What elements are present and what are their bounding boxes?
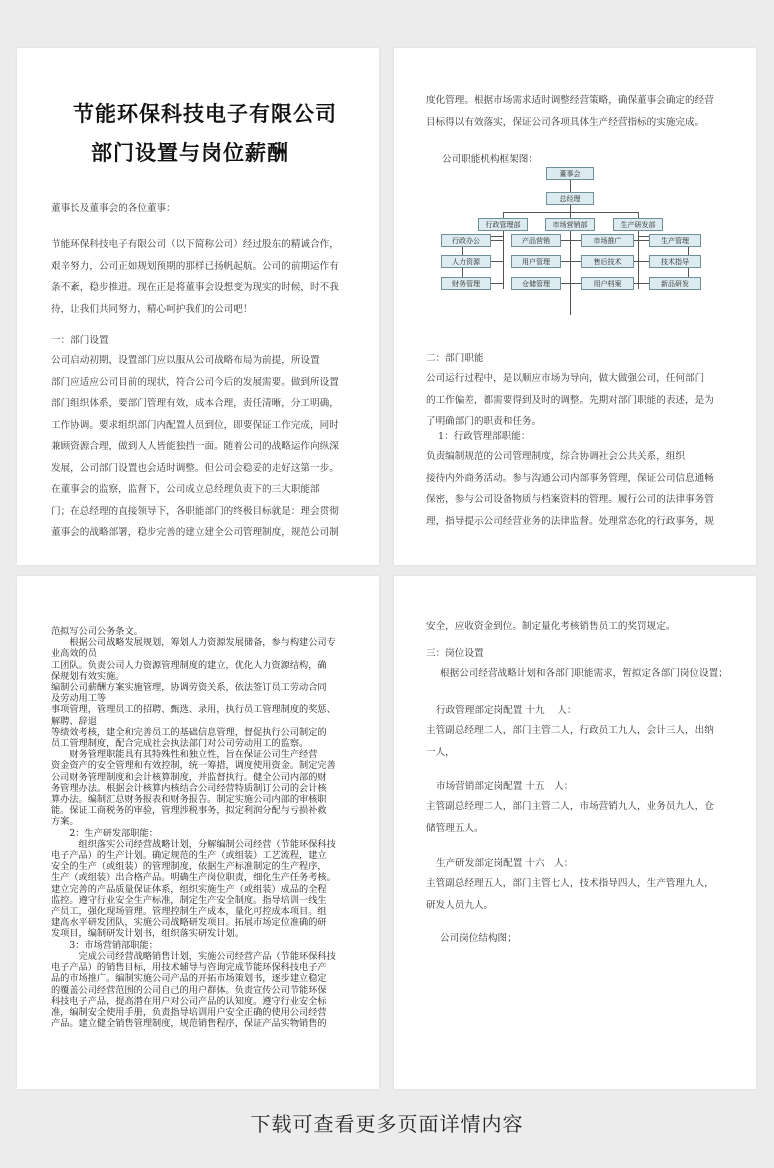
org-box-dept-marketing: 市场营销部 — [545, 218, 595, 231]
text-line: 品的市场推广。编制实施公司产品的开拓市场策划书，逐步建立稳定 — [51, 973, 327, 985]
text-line: 科技电子产品，提高潜在用户对公司产品的认知度。遵守行业安全标 — [51, 995, 327, 1007]
text-line: 范拟写公司公务条文。 — [51, 626, 143, 637]
connector-line — [570, 179, 571, 192]
market-dept-body — [426, 796, 748, 839]
org-box-dept-rd: 生产研发部 — [613, 218, 663, 231]
section1-body — [51, 350, 371, 544]
connector-line — [561, 283, 581, 284]
connector-line — [503, 236, 504, 289]
text-line: 资金资产的安全管理和有效控制，统一筹措，调度使用资金。制定完善 — [51, 760, 336, 772]
text-line: 门；在总经理的直接领导下，各职能部门的终极目标就是：理会贯彻 — [51, 505, 339, 517]
document-page-2 — [394, 48, 756, 565]
text-line: 节能环保科技电子有限公司（以下简称公司）经过股东的精诚合作， — [51, 239, 339, 250]
market-dept-heading: 市场营销部定岗配置 十五 人： — [436, 781, 574, 792]
document-page-4 — [394, 576, 756, 1089]
org-box-product-marketing: 产品营销 — [511, 234, 561, 247]
text-line: 务管理办法。根据会计核算内核结合公司经营特质制订公司的会计核 — [51, 782, 327, 794]
salutation: 董事长及董事会的各位董事： — [51, 203, 176, 214]
section3-intro: 根据公司经营战略计划和各部门职能需求，暂拟定各部门岗位设置； — [440, 668, 728, 679]
text-line: 准，编制安全使用手册，负责指导培训用户安全正确的使用公司经营 — [51, 1006, 327, 1018]
section1-heading: 一：部门设置 — [51, 335, 109, 346]
connector-line — [570, 240, 571, 315]
text-line: 度化管理。根据市场需求适时调整经营策略，确保董事会确定的经营 — [426, 95, 714, 106]
document-title: 部门设置与岗位薪酬 — [91, 141, 289, 165]
org-chart-caption: 公司职能机构框架图： — [442, 154, 538, 165]
text-line: 解聘、辞退 — [51, 715, 97, 727]
org-box-hr: 人力资源 — [441, 255, 491, 268]
org-box-user-management: 用户管理 — [511, 255, 561, 268]
text-line: 待，让我们共同努力，精心呵护我们的公司吧！ — [51, 303, 253, 315]
connector-line — [638, 236, 639, 289]
page4-top-line: 安全，应收资金到位。制定量化考核销售员工的奖罚规定。 — [426, 621, 676, 632]
org-box-finance: 财务管理 — [441, 277, 491, 290]
text-line: 接待内外商务活动。参与沟通公司内部事务管理，保证公司信息通畅 — [426, 472, 714, 484]
section2-body — [426, 368, 748, 433]
intro-paragraph — [51, 234, 371, 320]
text-line: 员工管理制度，配合完成社会执法部门对公司劳动用工的监察。 — [51, 738, 309, 750]
connector-line — [491, 261, 504, 262]
text-line: 发项目，编制研发计划书，组织落实研发计划。 — [51, 928, 244, 940]
text-line: 算办法。编制汇总财务报表和财务报告。制定实施公司内部的审核职 — [51, 794, 327, 806]
text-line: 能。保证工商税务的审验，管理涉税事务，拟定利润分配与亏损补救 — [51, 805, 327, 817]
text-line: 在董事会的监察，监督下，公司成立总经理负责下的三大职能部 — [51, 484, 320, 495]
org-box-warehouse: 仓储管理 — [511, 277, 561, 290]
text-line: 业高效的员 — [51, 648, 97, 660]
text-line: 保密，参与公司设备物质与档案资料的管理。履行公司的法律事务管 — [426, 494, 714, 505]
text-line: 2：生产研发部职能： — [51, 827, 158, 839]
text-line: 产员工，强化现场管理。管理控制生产成本，量化可控成本项目。组 — [51, 906, 327, 918]
text-line: 生产（或组装）出合格产品。明确生产岗位职责，细化生产任务考核。 — [51, 872, 336, 884]
text-line: 完成公司经营战略销售计划，实施公司经营产品（节能环保科技 — [51, 950, 336, 962]
connector-line — [491, 240, 504, 241]
org-box-market-promotion: 市场推广 — [581, 234, 634, 247]
text-line: 主管副总经理二人，部门主管二人，行政员工九人，会计三人，出纳 — [426, 725, 714, 736]
rd-dept-body — [426, 873, 748, 916]
text-line: 组织落实公司经营战略计划，分解编制公司经营（节能环保科技 — [51, 838, 336, 850]
rd-dept-heading: 生产研发部定岗配置 十六 人： — [436, 858, 574, 869]
text-line: 3：市场营销部职能： — [51, 939, 158, 951]
text-line: 建立完善的产品质量保证体系，组织实施生产（或组装）成品的全程 — [51, 883, 327, 895]
text-line: 艰辛努力，公司正如规划预期的那样已扬帆起航。公司的前期运作有 — [51, 260, 339, 272]
text-line: 的覆盖公司经营范围的公司自己的用户群体。负责宣传公司节能环保 — [51, 984, 327, 996]
text-line: 的工作偏差，都需要得到及时的调整。先期对部门职能的表述，是为 — [426, 394, 714, 406]
document-page-3 — [17, 576, 379, 1089]
admin-dept-body — [426, 720, 748, 763]
text-line: 方案。 — [51, 816, 79, 828]
org-box-after-sales: 售后技术 — [581, 255, 634, 268]
connector-line — [570, 204, 571, 212]
text-line: 部门组织体系，要部门管理有效，成本合理，责任清晰，分工明确， — [51, 398, 339, 409]
text-line: 公司运行过程中，是以顺应市场为导向，做大做强公司，任何部门 — [426, 373, 705, 384]
connector-line — [491, 283, 504, 284]
text-line: 产品。建立健全销售管理制度，规范销售程序，保证产品实物销售的 — [51, 1018, 327, 1030]
document-page-1 — [17, 48, 379, 565]
text-line: 安全的生产（或组装）的管理制度，依据生产标准制定的生产程序， — [51, 861, 327, 873]
connector-line — [561, 261, 581, 262]
text-line: 负责编制规范的公司管理制度，综合协调社会公共关系，组织 — [426, 451, 686, 462]
sub1-body — [426, 446, 748, 532]
text-line: 发展，公司部门设置也会适时调整。但公司会稳妥的走好这第一步。 — [51, 462, 339, 474]
post-structure-caption: 公司岗位结构图； — [440, 933, 517, 944]
text-line: 事项管理，管理员工的招聘、甄选、录用，执行员工管理制度的奖惩、 — [51, 704, 336, 716]
text-line: 部门应适应公司目前的现状，符合公司今后的发展需要。做到所设置 — [51, 376, 339, 388]
text-line: 电子产品）的销售目标，用技术辅导与咨询完成节能环保科技电子产 — [51, 962, 327, 974]
org-box-gm: 总经理 — [546, 192, 594, 205]
text-line: 研发人员九人。 — [426, 899, 494, 911]
text-line: 工作协调。要求组织部门内配置人员到位，即要保证工作完成，同时 — [51, 419, 339, 431]
text-line: 董事会的战略部署，稳步完善的建立建全公司管理制度，规范公司制 — [51, 527, 339, 538]
text-line: 公司财务管理制度和会计核算制度，并监督执行。健全公司内部的财 — [51, 771, 327, 783]
text-line: 等绩效考核，建全和完善员工的基础信息管理，督促执行公司制定的 — [51, 726, 327, 738]
page2-top-paragraph — [426, 90, 748, 133]
text-line: 保规划有效实施。 — [51, 670, 125, 682]
text-line: 主管副总经理五人，部门主管七人，技术指导四人，生产管理九人， — [426, 878, 714, 889]
text-line: 理，指导提示公司经营业务的法律监督。处理常态化的行政事务，规 — [426, 515, 714, 527]
text-line: 工团队。负责公司人力资源管理制度的建立，优化人力资源结构，确 — [51, 659, 327, 671]
connector-line — [561, 240, 581, 241]
org-box-user-archive: 用户档案 — [581, 277, 634, 290]
org-box-tech-guidance: 技术指导 — [649, 255, 701, 268]
org-box-new-product-rd: 新品研发 — [649, 277, 701, 290]
org-box-production: 生产管理 — [649, 234, 701, 247]
text-line: 条不紊，稳步推进。现在正是将董事会设想变为现实的时候，时不我 — [51, 282, 339, 293]
text-line: 建高水平研发团队，实施公司战略研发项目。拓展市场定位准确的研 — [51, 917, 327, 929]
org-box-admin-office: 行政办公 — [441, 234, 491, 247]
text-line: 主管副总经理二人，部门主管二人，市场营销九人，业务员九人，仓 — [426, 801, 714, 812]
sub1-heading: 1：行政管理部职能： — [438, 431, 531, 442]
org-box-dept-admin: 行政管理部 — [478, 218, 528, 231]
section3-heading: 三：岗位设置 — [426, 648, 484, 659]
admin-dept-heading: 行政管理部定岗配置 十九 人： — [436, 705, 577, 716]
company-title: 节能环保科技电子有限公司 — [73, 102, 337, 126]
text-line: 目标得以有效落实，保证公司各项具体生产经营指标的实施完成。 — [426, 116, 705, 128]
footer-more-pages-text: 下载可查看更多页面详情内容 — [250, 1112, 524, 1136]
text-line: 监控。遵守行业安全生产标准，制定生产安全制度。指导培训一线生 — [51, 894, 327, 906]
connector-line — [634, 283, 649, 284]
text-line: 兼顾资源合理，做到人人皆能独挡一面。随着公司的战略运作向纵深 — [51, 441, 339, 452]
text-line: 一人， — [426, 746, 455, 758]
section2-heading: 二：部门职能 — [426, 353, 484, 364]
org-box-board: 董事会 — [546, 167, 594, 180]
text-line: 公司启动初期，设置部门应以服从公司战略布局为前提，所设置 — [51, 355, 320, 366]
text-line: 及劳动用工等 — [51, 693, 107, 705]
connector-line — [634, 261, 649, 262]
page3-body — [51, 626, 371, 1029]
text-line: 根据公司战略发展规划，筹划人力资源发展储备，参与构建公司专 — [51, 637, 336, 649]
text-line: 编制公司薪酬方案实施管理，协调劳资关系，依法签订员工劳动合同 — [51, 682, 327, 694]
text-line: 电子产品）的生产计划。确定规范的生产（或组装）工艺流程，建立 — [51, 850, 327, 862]
text-line: 储管理五人。 — [426, 822, 484, 834]
text-line: 财务管理职能具有其特殊性和独立性，旨在保证公司生产经营 — [51, 749, 318, 761]
connector-line — [570, 230, 571, 240]
connector-line — [634, 240, 649, 241]
text-line: 了明确部门的职责和任务。 — [426, 416, 542, 427]
